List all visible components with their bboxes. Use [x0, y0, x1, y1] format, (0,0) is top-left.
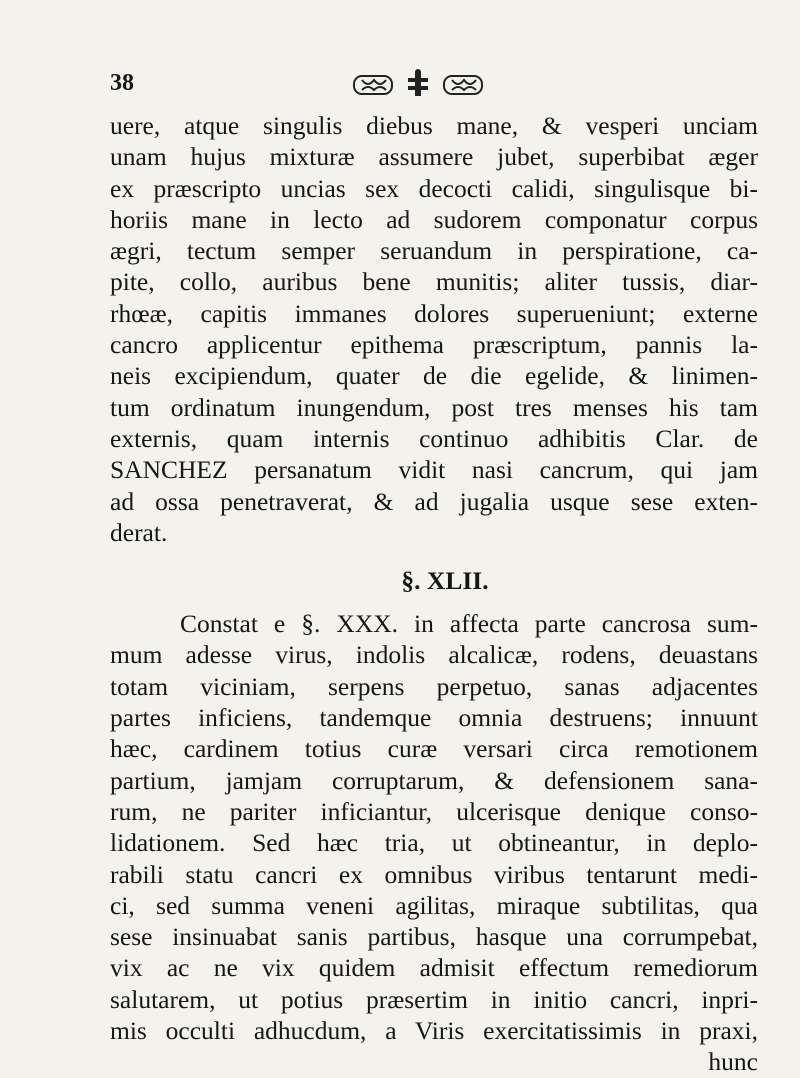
text-line: rabili statu cancri ex omnibus viribus tentarunt medi- — [110, 859, 758, 889]
page-number: 38 — [110, 70, 134, 96]
text-line: salutarem, ut potius præsertim in initio cancri, inpri- — [110, 984, 758, 1014]
text-line: rhœæ, capitis immanes dolores superueniunt; externe — [110, 298, 758, 328]
text-line: sese insinuabat sanis partibus, hasque una corrumpebat, — [110, 922, 758, 952]
text-line: SANCHEZ persanatum vidit nasi cancrum, qui jam — [110, 455, 758, 485]
text-line: totam viciniam, serpens perpetuo, sanas adjacentes — [110, 671, 758, 701]
text-line: ægri, tectum semper seruandum in perspiratione, ca- — [110, 236, 758, 266]
text-line: rum, ne pariter inficiantur, ulcerisque denique conso- — [110, 796, 758, 826]
text-line: partium, jamjam corruptarum, & defensionem sana- — [110, 765, 758, 795]
text-line: cancro applicentur epithema præscriptum, pannis la- — [110, 330, 758, 360]
text-line: tum ordinatum inungendum, post tres menses his tam — [110, 392, 758, 422]
text-line: neis excipiendum, quater de die egelide, & linimen- — [110, 361, 758, 391]
text-line: mum adesse virus, indolis alcalicæ, rodens, deuastans — [110, 640, 758, 670]
page-header — [108, 68, 748, 108]
section-heading: §. XLII. — [401, 566, 489, 596]
text-line: hæc, cardinem totius curæ versari circa remotionem — [110, 734, 758, 764]
text-line: mis occulti adhucdum, a Viris exercitatissimis in praxi, — [110, 1016, 758, 1046]
text-line: pite, collo, auribus bene munitis; aliter tussis, diar- — [110, 267, 758, 297]
text-line: unam hujus mixturæ assumere jubet, superbibat æger — [110, 142, 758, 172]
text-line: derat. — [110, 517, 168, 547]
catchword: hunc — [708, 1047, 758, 1077]
text-line: Constat e §. XXX. in affecta parte cancrosa sum- — [180, 609, 758, 639]
text-line: vix ac ne vix quidem admisit effectum remediorum — [110, 953, 758, 983]
ornament-icon — [348, 68, 488, 100]
main-text — [110, 110, 758, 1078]
text-line: horiis mane in lecto ad sudorem componatur corpus — [110, 204, 758, 234]
text-line: ad ossa penetraverat, & ad jugalia usque sese exten- — [110, 486, 758, 516]
text-line: partes inficiens, tandemque omnia destruens; innuunt — [110, 703, 758, 733]
text-line: uere, atque singulis diebus mane, & vesperi unciam — [110, 111, 758, 140]
text-line: ci, sed summa veneni agilitas, miraque subtilitas, qua — [110, 890, 758, 920]
text-line: externis, quam internis continuo adhibitis Clar. de — [110, 423, 758, 453]
text-line: lidationem. Sed hæc tria, ut obtineantur, in deplo- — [110, 828, 758, 858]
text-line: ex præscripto uncias sex decocti calidi, singulisque bi- — [110, 173, 758, 203]
